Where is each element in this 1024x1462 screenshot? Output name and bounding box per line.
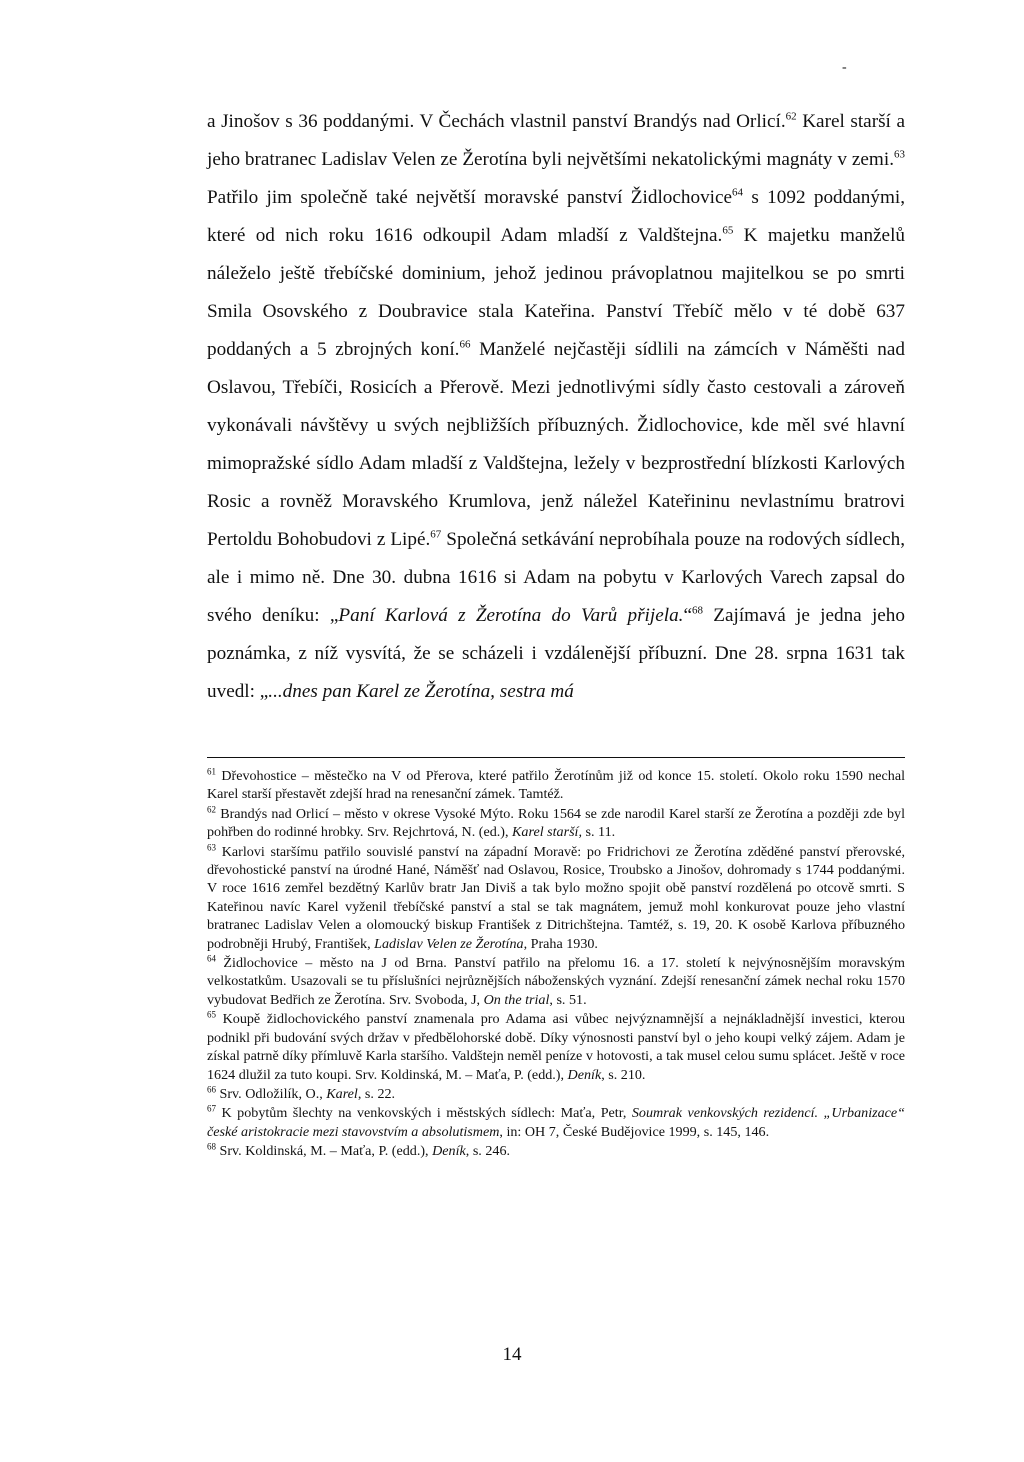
- quote-italic: Paní Karlová z Žerotína do Varů přijela.: [338, 605, 684, 626]
- footnote-text: Židlochovice – město na J od Brna. Panství patřilo na přelomu 16. a 17. století k nejvýnosnějším moravským velkostatkům. Usazovali se tu příslušníci nejrůznějších náboženských vyznání. Zdejší renesanční zámek nechal roku 1570 vybudovat Bedřich ze Žerotína. Srv. Svoboda, J,: [207, 955, 905, 1008]
- footnote-ref: 65: [722, 224, 734, 237]
- footnote-68: [207, 1142, 905, 1160]
- page-number: 14: [502, 1344, 522, 1365]
- text-run: Patřilo jim společně také největší moravské panství Židlochovice: [207, 187, 733, 208]
- footnote-text: Dřevohostice – městečko na V od Přerova, které patřilo Žerotínům již od konce 15. století. Okolo roku 1590 nechal Karel starší přestavět zdejší hrad na renesanční zámek. Tamtéž.: [207, 768, 905, 803]
- footnote-number: 65: [207, 1009, 216, 1020]
- main-paragraph: [207, 103, 905, 711]
- footnote-italic: Deník: [567, 1066, 602, 1083]
- footnote-ref: 66: [459, 338, 471, 351]
- footnote-text: Srv. Koldinská, M. – Maťa, P. (edd.),: [216, 1143, 433, 1160]
- footnote-text: Srv. Odložilík, O.,: [216, 1085, 327, 1102]
- footnote-number: 68: [207, 1141, 216, 1152]
- footnote-ref: 67: [430, 528, 442, 541]
- footnote-text: Karlovi staršímu patřilo souvislé panství na západní Moravě: po Fridrichovi ze Žerotína zděděné panství přerovské, dřevohostické panství na úrodné Hané, Náměšť nad Oslavou, Rosice, Troubsko a Jinošov, dohromady s 1744 poddanými. V roce 1616 zemřel bezdětný Karlův bratr Jan Diviš a tak bylo možno spojit obě panství rozdělená po otcově smrti. S Kateřinou navíc Karel vyženil třebíčské panství a stal se tak magnátem, jemuž mohl konkurovat pouze jeho vlastní bratranec Ladislav Velen a olomoucký biskup František z Ditrichštejna. Tamtéž, s. 19, 20. K osobě Karlova příbuzného podrobněji Hrubý, František,: [207, 843, 905, 952]
- footnote-67: [207, 1104, 905, 1141]
- text-run: Manželé nejčastěji sídlili na zámcích v Náměšti nad Oslavou, Třebíči, Rosicích a Přerově. Mezi jednotlivými sídly často cestovali a zároveň vykonávali návštěvy u svých nejbližších příbuzných. Židlochovice, kde měl své hlavní mimopražské sídlo Adam mladší z Valdštejna, ležely v bezprostřední blízkosti Karlových Rosic a rovněž Moravského Krumlova, jenž náležel Kateřininu nevlastnímu bratrovi Pertoldu Bohobudovi z Lipé.: [207, 339, 906, 550]
- quote-italic: ...dnes pan Karel ze Žerotína, sestra má: [268, 681, 574, 702]
- footnote-ref: 63: [894, 148, 905, 161]
- footnote-65: [207, 1010, 905, 1084]
- header-dash: -: [842, 60, 847, 75]
- footnote-italic: Karel starší,: [512, 824, 582, 841]
- footnote-text: , s. 22.: [357, 1085, 396, 1102]
- footnote-ref: 68: [692, 604, 703, 617]
- footnote-italic: Deník: [432, 1143, 466, 1160]
- footnote-text: , s. 51.: [549, 991, 587, 1008]
- footnote-text: , Praha 1930.: [523, 935, 598, 952]
- footnote-number: 63: [207, 841, 216, 852]
- footnote-ref: 64: [732, 186, 744, 199]
- text-run: Karel starší a jeho bratranec Ladislav Velen ze Žerotína byli největšími nekatolickými magnáty v zemi.: [207, 111, 905, 170]
- text-run: Společná setkávání neprobíhala pouze na rodových sídlech, ale i mimo ně. Dne 30. dubna 1616 si Adam na pobytu v Karlových Varech zapsal do svého deníku: „: [207, 529, 905, 626]
- footnote-separator: [207, 757, 905, 758]
- text-run: s 1092 poddanými, které od nich roku 1616 odkoupil Adam mladší z Valdštejna.: [207, 187, 905, 246]
- footnote-text: K pobytům šlechty na venkovských i městských sídlech: Maťa, Petr,: [216, 1105, 632, 1122]
- footnote-number: 62: [207, 804, 216, 815]
- footnote-text: , s. 210.: [601, 1066, 646, 1083]
- footnote-text: , s. 246.: [465, 1143, 511, 1160]
- footnote-text: , in: OH 7, České Budějovice 1999, s. 145, 146.: [499, 1123, 770, 1140]
- text-run: “: [683, 605, 692, 626]
- footnote-63: [207, 843, 905, 953]
- body-text: [207, 103, 905, 711]
- footnote-number: 61: [207, 766, 216, 777]
- text-run: a Jinošov s 36 poddanými. V Čechách vlastnil panství Brandýs nad Orlicí.: [207, 111, 786, 132]
- footnotes: [207, 767, 905, 1162]
- footnote-number: 64: [207, 953, 216, 964]
- text-run: K majetku manželů náleželo ještě třebíčské dominium, jehož jedinou právoplatnou majitelkou se po smrti Smila Osovského z Doubravice stala Kateřina. Panství Třebíč mělo v té době 637 poddaných a 5 zbrojných koní.: [207, 225, 905, 360]
- footnote-italic: Soumrak venkovských rezidencí. „Urbanizace“ české aristokracie mezi stavovstvím a absolutismem: [207, 1105, 905, 1140]
- footnote-text: s. 11.: [582, 824, 616, 841]
- footnote-61: [207, 767, 905, 804]
- footnote-number: 67: [207, 1103, 216, 1114]
- footnote-italic: On the trial: [483, 991, 550, 1008]
- footnote-66: [207, 1085, 905, 1103]
- footnote-text: Koupě židlochovického panství znamenala pro Adama asi vůbec nejvýznamnější a nejnákladnější investici, kterou podnikl při budování svých držav v předbělohorské době. Díky výnosnosti panství byl o jeho koupi velký zájem. Adam je získal patrně díky přímluvě Karla staršího. Valdštejn neměl peníze v hotovosti, a tak musel celou sumu splácet. Ještě v roce 1624 dlužil za tuto koupi. Srv. Koldinská, M. – Maťa, P. (edd.),: [207, 1011, 905, 1083]
- footnote-62: [207, 805, 905, 842]
- footnote-text: Brandýs nad Orlicí – město v okrese Vysoké Mýto. Roku 1564 se zde narodil Karel starší ze Žerotína a později zde byl pohřben do rodinné hrobky. Srv. Rejchrtová, N. (ed.),: [207, 805, 905, 841]
- text-run: Zajímavá je jedna jeho poznámka, z níž vysvítá, že se scházeli i vzdálenější příbuzní. Dne 28. srpna 1631 tak uvedl: „: [207, 605, 905, 702]
- footnote-italic: Ladislav Velen ze Žerotína: [374, 935, 524, 952]
- footnote-italic: Karel: [326, 1085, 358, 1102]
- footnote-64: [207, 954, 905, 1009]
- footnote-number: 66: [207, 1084, 216, 1095]
- footnote-ref: 62: [785, 110, 797, 123]
